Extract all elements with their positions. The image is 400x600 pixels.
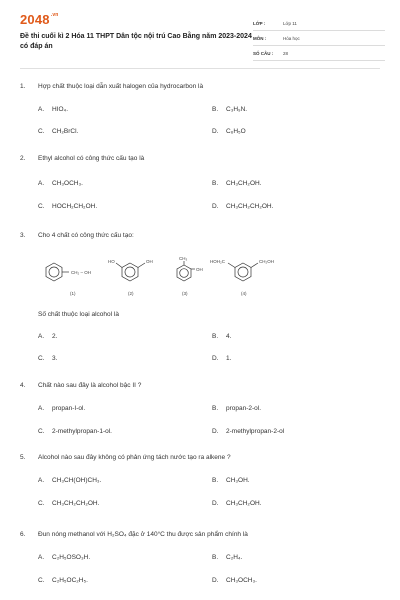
structure-1-substituent: CH₂ – OH [71,270,91,275]
option-text: CH₃OH. [226,477,250,484]
option-letter: D. [212,355,219,362]
question-text: Hợp chất thuộc loại dẫn xuất halogen của hydrocarbon là [38,83,204,90]
option-text: C₃H₉N. [226,106,248,113]
q4-option-a[interactable] [38,405,85,412]
option-letter: A. [38,106,45,113]
option-letter: B. [212,554,219,561]
meta-key: MÔN : [253,35,267,41]
structure-label-2: (2) [128,291,134,296]
header-divider [20,68,380,69]
option-letter: C. [38,203,45,210]
option-text: HOCH₂CH₂OH. [52,203,98,210]
option-text: CH₃CH₂CH₂OH. [226,203,274,210]
option-letter: B. [212,106,219,113]
option-text: CH₃CH(OH)CH₃. [52,477,102,484]
q6-option-b[interactable] [212,554,242,561]
option-text: C₂H₄. [226,554,243,561]
structure-3-ch3: CH₃ [179,256,188,261]
question-followup-text: Số chất thuộc loại alcohol là [38,311,119,318]
q4-option-d[interactable] [212,428,284,435]
meta-key: SỐ CÂU : [253,50,274,56]
exam-title: Đề thi cuối kì 2 Hóa 11 THPT Dân tộc nội trú Cao Bằng năm 2023-2024 có đáp án [20,33,252,50]
question-text: Đun nóng methanol với H₂SO₄ đặc ở 140°C thu được sản phẩm chính là [38,531,248,538]
option-text: CH₃OCH₃. [52,180,83,187]
structures-figure [42,255,362,300]
q1-option-c[interactable] [38,128,78,135]
question-text: Chất nào sau đây là alcohol bậc II ? [38,382,142,389]
meta-value: Lớp 11 [283,20,297,26]
question-text: Ethyl alcohol có công thức cấu tạo là [38,155,145,162]
option-letter: B. [212,405,219,412]
option-letter: A. [38,405,45,412]
question-number: 4. [20,382,26,389]
meta-key: LỚP : [253,20,266,26]
option-letter: B. [212,180,219,187]
option-text: 4. [226,333,232,340]
option-text: 2-methylpropan-2-ol [226,428,285,435]
q3-option-b[interactable] [212,333,231,340]
option-text: CH₃CH₂OH. [226,180,262,187]
option-letter: D. [212,203,219,210]
option-letter: A. [38,180,45,187]
q6-option-d[interactable] [212,577,257,584]
meta-value: 28 [283,50,289,56]
structure-4-ring [228,263,258,281]
structure-4-left: HOH₂C [210,259,225,264]
meta-grade [253,16,385,31]
structure-2-ring [116,263,145,281]
q1-option-b[interactable] [212,106,247,113]
q5-option-b[interactable] [212,477,250,484]
option-text: C₂H₅OSO₃H. [52,554,91,561]
option-letter: D. [212,428,219,435]
structure-1-ring [46,263,69,281]
structure-label-4: (4) [241,291,247,296]
q2-option-a[interactable] [38,180,83,187]
structure-3-ring [177,261,195,281]
option-letter: C. [38,577,45,584]
option-text: 2-methylpropan-1-ol. [52,428,112,435]
q4-option-c[interactable] [38,428,112,435]
question-number: 3. [20,232,26,239]
q2-option-d[interactable] [212,203,273,210]
header [20,12,385,62]
structure-3-oh: OH [196,267,203,272]
option-text: CH₃CH₂CH₂OH. [52,500,100,507]
option-letter: D. [212,500,219,507]
question-number: 6. [20,531,26,538]
structure-4-right: CH₂OH [259,259,274,264]
q4-option-b[interactable] [212,405,261,412]
logo-suffix: .vn [50,12,59,18]
option-text: C₂H₅OC₂H₅. [52,577,88,584]
q2-option-c[interactable] [38,203,97,210]
q6-option-a[interactable] [38,554,90,561]
option-letter: B. [212,333,219,340]
q3-option-c[interactable] [38,355,57,362]
option-text: 3. [52,355,58,362]
question-number: 1. [20,83,26,90]
meta-question-count [253,46,385,61]
option-text: C₆H₅O [226,128,246,135]
option-letter: A. [38,554,45,561]
option-letter: C. [38,355,45,362]
question-text: Cho 4 chất có công thức cấu tạo: [38,232,134,239]
option-text: HIO₄. [52,106,69,113]
q6-option-c[interactable] [38,577,88,584]
q5-option-a[interactable] [38,477,101,484]
option-text: 2. [52,333,58,340]
option-text: propan-2-ol. [226,405,262,412]
q5-option-c[interactable] [38,500,99,507]
question-text: Alcohol nào sau đây không có phản ứng tách nước tạo ra alkene ? [38,454,231,461]
option-text: CH₃OCH₃. [226,577,257,584]
q1-option-d[interactable] [212,128,246,135]
option-text: CH₂BrCl. [52,128,79,135]
option-text: CH₃CH₂OH. [226,500,262,507]
option-letter: D. [212,577,219,584]
meta-subject [253,31,385,46]
meta-value: Hóa học [283,35,300,41]
q5-option-d[interactable] [212,500,262,507]
option-letter: C. [38,128,45,135]
option-letter: B. [212,477,219,484]
structure-2-substituent: HO [108,259,115,264]
q1-option-a[interactable] [38,106,68,113]
option-letter: C. [38,428,45,435]
option-letter: D. [212,128,219,135]
q3-option-a[interactable] [38,333,57,340]
structure-label-3: (3) [182,291,188,296]
question-number: 2. [20,155,26,162]
structure-label-1: (1) [70,291,76,296]
structure-2-oh: OH [146,259,153,264]
q2-option-b[interactable] [212,180,262,187]
question-number: 5. [20,454,26,461]
option-letter: A. [38,477,45,484]
option-text: propan-I-ol. [52,405,86,412]
site-logo[interactable] [20,12,59,27]
option-letter: A. [38,333,45,340]
q3-option-d[interactable] [212,355,231,362]
option-text: 1. [226,355,232,362]
logo-text: 2048 [20,12,50,27]
option-letter: C. [38,500,45,507]
exam-meta [253,16,385,61]
